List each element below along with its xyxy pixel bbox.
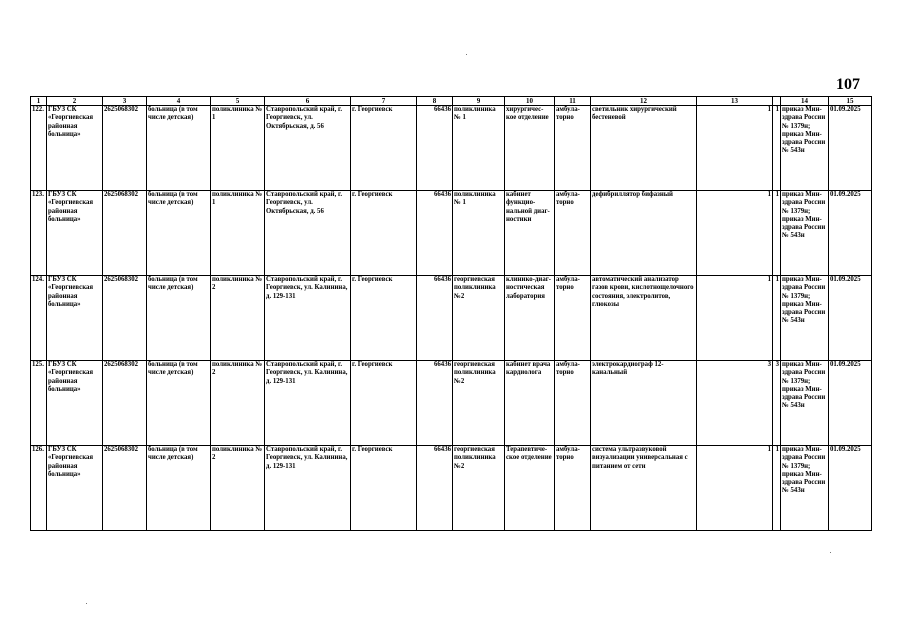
address-cell: Ставропольский край, г. Георгиевск, ул. Калинина, д. 129-131 <box>265 446 351 531</box>
locality-code-cell: 66436 <box>417 191 453 276</box>
row-number-cell: 122. <box>31 106 47 191</box>
facility-unit-cell: поликлиника № 1 <box>211 106 265 191</box>
column-number: 9 <box>453 97 505 106</box>
tax-id-cell: 2625068302 <box>103 361 147 446</box>
locality-code-cell: 66436 <box>417 276 453 361</box>
column-number: 15 <box>829 97 872 106</box>
column-number: 5 <box>211 97 265 106</box>
table-row <box>31 361 872 446</box>
column-number <box>773 97 781 106</box>
deadline-date-cell: 01.09.2025 <box>829 106 872 191</box>
deadline-date-cell: 01.09.2025 <box>829 446 872 531</box>
care-conditions-cell: амбула-торно <box>555 446 591 531</box>
department-cell: хирургичес-кое отделение <box>505 106 555 191</box>
column-number: 8 <box>417 97 453 106</box>
required-quantity-cell: 1 <box>697 191 773 276</box>
facility-type-cell: больница (в том числе детская) <box>147 276 211 361</box>
column-number: 2 <box>47 97 103 106</box>
subdivision-cell: поликлиника № 1 <box>453 191 505 276</box>
department-cell: кабинет врача кардиолога <box>505 361 555 446</box>
city-cell: г. Георгиевск <box>351 361 417 446</box>
table-row <box>31 191 872 276</box>
facility-type-cell: больница (в том числе детская) <box>147 446 211 531</box>
tax-id-cell: 2625068302 <box>103 191 147 276</box>
address-cell: Ставропольский край, г. Георгиевск, ул. Калинина, д. 129-131 <box>265 276 351 361</box>
facility-type-cell: больница (в том числе детская) <box>147 191 211 276</box>
facility-unit-cell: поликлиника № 2 <box>211 361 265 446</box>
regulation-cell: приказ Мин-здрава России № 1379н; приказ Мин-здрава России № 543н <box>781 191 829 276</box>
facility-unit-cell: поликлиника № 2 <box>211 276 265 361</box>
locality-code-cell: 66436 <box>417 361 453 446</box>
city-cell: г. Георгиевск <box>351 106 417 191</box>
city-cell: г. Георгиевск <box>351 276 417 361</box>
subdivision-cell: поликлиника № 1 <box>453 106 505 191</box>
available-quantity-cell: 1 <box>773 191 781 276</box>
tax-id-cell: 2625068302 <box>103 276 147 361</box>
regulation-cell: приказ Мин-здрава России № 1379н; приказ Мин-здрава России № 543н <box>781 446 829 531</box>
city-cell: г. Георгиевск <box>351 446 417 531</box>
table-row <box>31 446 872 531</box>
column-number: 10 <box>505 97 555 106</box>
organization-name-cell: ГБУЗ СК «Георгиевская районная больница» <box>47 106 103 191</box>
address-cell: Ставропольский край, г. Георгиевск, ул. Калинина, д. 129-131 <box>265 361 351 446</box>
facility-unit-cell: поликлиника № 1 <box>211 191 265 276</box>
required-quantity-cell: 3 <box>697 361 773 446</box>
available-quantity-cell: 1 <box>773 106 781 191</box>
column-number: 13 <box>697 97 773 106</box>
available-quantity-cell: 1 <box>773 446 781 531</box>
column-number: 7 <box>351 97 417 106</box>
department-cell: кабинет функцио-нальной диаг-ностики <box>505 191 555 276</box>
organization-name-cell: ГБУЗ СК «Георгиевская районная больница» <box>47 191 103 276</box>
equipment-name-cell: автоматический анализатор газов крови, кислотнощелочного состояния, электролитов, глюкозы <box>591 276 697 361</box>
column-number: 4 <box>147 97 211 106</box>
address-cell: Ставропольский край, г. Георгиевск, ул. Октябрьская, д. 56 <box>265 191 351 276</box>
care-conditions-cell: амбула-торно <box>555 106 591 191</box>
department-cell: Терапевтиче-ское отделение <box>505 446 555 531</box>
column-number: 14 <box>781 97 829 106</box>
care-conditions-cell: амбула-торно <box>555 276 591 361</box>
department-cell: клинико-диаг-ностическая лаборатория <box>505 276 555 361</box>
regulation-cell: приказ Мин-здрава России № 1379н; приказ Мин-здрава России № 543н <box>781 361 829 446</box>
required-quantity-cell: 1 <box>697 446 773 531</box>
deadline-date-cell: 01.09.2025 <box>829 361 872 446</box>
address-cell: Ставропольский край, г. Георгиевск, ул. Октябрьская, д. 56 <box>265 106 351 191</box>
table-row <box>31 276 872 361</box>
available-quantity-cell: 3 <box>773 361 781 446</box>
facility-unit-cell: поликлиника № 2 <box>211 446 265 531</box>
column-number-row <box>31 97 872 106</box>
city-cell: г. Георгиевск <box>351 191 417 276</box>
row-number-cell: 125. <box>31 361 47 446</box>
deadline-date-cell: 01.09.2025 <box>829 191 872 276</box>
locality-code-cell: 66436 <box>417 106 453 191</box>
regulation-cell: приказ Мин-здрава России № 1379н; приказ Мин-здрава России № 543н <box>781 276 829 361</box>
equipment-name-cell: светильник хирургический бестеневой <box>591 106 697 191</box>
available-quantity-cell: 1 <box>773 276 781 361</box>
required-quantity-cell: 1 <box>697 276 773 361</box>
row-number-cell: 126. <box>31 446 47 531</box>
column-number: 6 <box>265 97 351 106</box>
organization-name-cell: ГБУЗ СК «Георгиевская районная больница» <box>47 446 103 531</box>
table-row <box>31 106 872 191</box>
care-conditions-cell: амбула-торно <box>555 361 591 446</box>
facility-type-cell: больница (в том числе детская) <box>147 361 211 446</box>
organization-name-cell: ГБУЗ СК «Георгиевская районная больница» <box>47 276 103 361</box>
care-conditions-cell: амбула-торно <box>555 191 591 276</box>
subdivision-cell: георгиевская поликлиника №2 <box>453 361 505 446</box>
row-number-cell: 124. <box>31 276 47 361</box>
equipment-name-cell: система ультразвуковой визуализации универсальная с питанием от сети <box>591 446 697 531</box>
organization-name-cell: ГБУЗ СК «Георгиевская районная больница» <box>47 361 103 446</box>
column-number: 12 <box>591 97 697 106</box>
equipment-table <box>30 96 872 531</box>
scan-speck <box>466 54 467 55</box>
facility-type-cell: больница (в том числе детская) <box>147 106 211 191</box>
row-number-cell: 123. <box>31 191 47 276</box>
scan-speck <box>86 603 87 604</box>
column-number: 3 <box>103 97 147 106</box>
equipment-name-cell: электрокардиограф 12-канальный <box>591 361 697 446</box>
subdivision-cell: георгиевская поликлиника №2 <box>453 446 505 531</box>
locality-code-cell: 66436 <box>417 446 453 531</box>
subdivision-cell: георгиевская поликлиника №2 <box>453 276 505 361</box>
page-number: 107 <box>836 76 860 93</box>
column-number: 11 <box>555 97 591 106</box>
tax-id-cell: 2625068302 <box>103 106 147 191</box>
regulation-cell: приказ Мин-здрава России № 1379н; приказ Мин-здрава России № 543н <box>781 106 829 191</box>
scan-speck <box>830 552 831 553</box>
tax-id-cell: 2625068302 <box>103 446 147 531</box>
deadline-date-cell: 01.09.2025 <box>829 276 872 361</box>
equipment-name-cell: дефибриллятор бифазный <box>591 191 697 276</box>
required-quantity-cell: 1 <box>697 106 773 191</box>
column-number: 1 <box>31 97 47 106</box>
